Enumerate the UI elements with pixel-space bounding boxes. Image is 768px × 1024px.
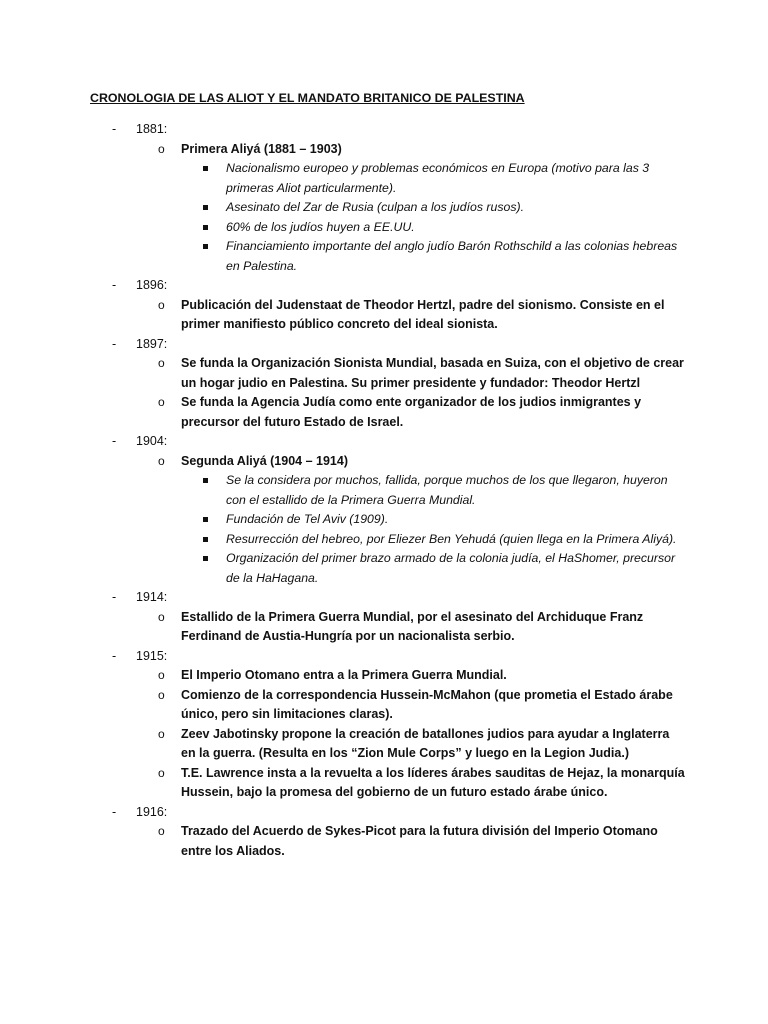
year-label: 1914: (136, 590, 168, 604)
detail-text: Nacionalismo europeo y problemas económicos en Europa (motivo para las 3 primeras Aliot particularmente). (226, 161, 650, 195)
event-text: T.E. Lawrence insta a la revuelta a los líderes árabes sauditas de Hejaz, la monarquía Hussein, bajo la promesa del gobierno de un futuro estado árabe único. (181, 765, 685, 799)
event-item (0, 354, 768, 393)
page-title: CRONOLOGIA DE LAS ALIOT Y EL MANDATO BRITANICO DE PALESTINA (90, 91, 525, 105)
square-bullet (203, 205, 208, 210)
detail-item (0, 218, 686, 238)
detail-item (0, 510, 686, 530)
circle-bullet: o (158, 141, 165, 156)
detail-list (181, 159, 686, 276)
square-bullet (203, 166, 208, 171)
detail-text: Se la considera por muchos, fallida, porque muchos de los que llegaron, huyeron con el estallido de la Primera Guerra Mundial. (226, 473, 668, 507)
event-text: Publicación del Judenstaat de Theodor Hertzl, padre del sionismo. Consiste en el primer manifiesto público concreto del ideal sionista. (181, 297, 665, 331)
event-item (0, 822, 768, 861)
event-item (0, 686, 768, 725)
event-text: El Imperio Otomano entra a la Primera Guerra Mundial. (181, 668, 507, 682)
square-bullet (203, 225, 208, 230)
circle-bullet: o (158, 453, 165, 468)
dash-bullet: - (112, 648, 117, 663)
event-list (0, 666, 768, 803)
year-row (0, 120, 768, 140)
square-bullet (203, 478, 208, 483)
circle-bullet: o (158, 395, 165, 409)
square-bullet (203, 537, 208, 542)
event-text: Trazado del Acuerdo de Sykes-Picot para la futura división del Imperio Otomano entre los Aliados. (181, 824, 658, 858)
square-bullet (203, 517, 208, 522)
event-text: Estallido de la Primera Guerra Mundial, por el asesinato del Archiduque Franz Ferdinand de Austia-Hungría por un nacionalista serbio. (181, 609, 644, 643)
event-list (0, 354, 768, 432)
timeline-year-entry (0, 335, 768, 433)
detail-item (0, 471, 686, 510)
detail-text: Fundación de Tel Aviv (1909). (226, 512, 389, 526)
detail-item (0, 237, 686, 276)
year-label: 1916: (136, 804, 168, 819)
event-item (0, 452, 768, 589)
detail-text: Resurrección del hebreo, por Eliezer Ben Yehudá (quien llega en la Primera Aliyá). (226, 531, 677, 546)
dash-bullet: - (112, 804, 117, 819)
dash-bullet: - (112, 122, 117, 136)
dash-bullet: - (112, 278, 117, 292)
event-item (0, 725, 768, 764)
year-row (0, 276, 768, 296)
year-row (0, 588, 768, 608)
year-label: 1915: (136, 648, 168, 663)
detail-item (0, 159, 686, 198)
detail-item (0, 530, 686, 550)
event-list (0, 140, 768, 277)
event-text: Zeev Jabotinsky propone la creación de batallones judios para ayudar a Inglaterra en la guerra. (Resulta en los “Zion Mule Corps” y luego en la Legion Judia.) (181, 726, 670, 760)
event-text: Comienzo de la correspondencia Hussein-McMahon (que prometia el Estado árabe único, pero sin limitaciones claras). (181, 687, 673, 721)
event-item (0, 393, 768, 432)
circle-bullet: o (158, 609, 165, 624)
circle-bullet: o (158, 297, 165, 312)
timeline-year-entry (0, 432, 768, 588)
detail-text: Financiamiento importante del anglo judío Barón Rothschild a las colonias hebreas en Palestina. (226, 239, 678, 273)
year-label: 1881: (136, 122, 168, 136)
event-item (0, 666, 768, 686)
circle-bullet: o (158, 765, 165, 780)
detail-item (0, 198, 686, 218)
circle-bullet: o (158, 824, 165, 838)
timeline-year-entry (0, 276, 768, 335)
circle-bullet: o (158, 726, 165, 741)
event-item (0, 296, 768, 335)
year-label: 1904: (136, 434, 168, 448)
event-text: Se funda la Agencia Judía como ente organizador de los judios inmigrantes y precursor del futuro Estado de Israel. (181, 395, 642, 429)
detail-item (0, 549, 686, 588)
timeline-list (0, 120, 768, 861)
circle-bullet: o (158, 356, 165, 370)
year-row (0, 432, 768, 452)
timeline-year-entry (0, 120, 768, 276)
timeline-year-entry (0, 803, 768, 862)
event-list (0, 608, 768, 647)
detail-list (181, 471, 686, 588)
timeline-year-entry (0, 588, 768, 647)
event-text: Se funda la Organización Sionista Mundial, basada en Suiza, con el objetivo de crear un hogar judio en Palestina. Su primer presidente y fundador: Theodor Hertzl (181, 356, 684, 390)
year-label: 1896: (136, 278, 168, 292)
detail-text: Asesinato del Zar de Rusia (culpan a los judíos rusos). (226, 200, 525, 214)
event-item (0, 764, 768, 803)
detail-text: Organización del primer brazo armado de la colonia judía, el HaShomer, precursor de la HaHagana. (226, 551, 676, 585)
event-text: Primera Aliyá (1881 – 1903) (181, 141, 342, 156)
year-row (0, 335, 768, 355)
circle-bullet: o (158, 668, 165, 682)
event-text: Segunda Aliyá (1904 – 1914) (181, 453, 348, 468)
year-row (0, 647, 768, 667)
year-label: 1897: (136, 336, 168, 351)
event-item (0, 608, 768, 647)
dash-bullet: - (112, 590, 117, 604)
timeline-year-entry (0, 647, 768, 803)
detail-text: 60% de los judíos huyen a EE.UU. (226, 219, 415, 234)
square-bullet (203, 556, 208, 561)
event-list (0, 822, 768, 861)
square-bullet (203, 244, 208, 249)
circle-bullet: o (158, 687, 165, 702)
event-list (0, 452, 768, 589)
dash-bullet: - (112, 336, 117, 351)
dash-bullet: - (112, 434, 117, 448)
event-item (0, 140, 768, 277)
event-list (0, 296, 768, 335)
year-row (0, 803, 768, 823)
